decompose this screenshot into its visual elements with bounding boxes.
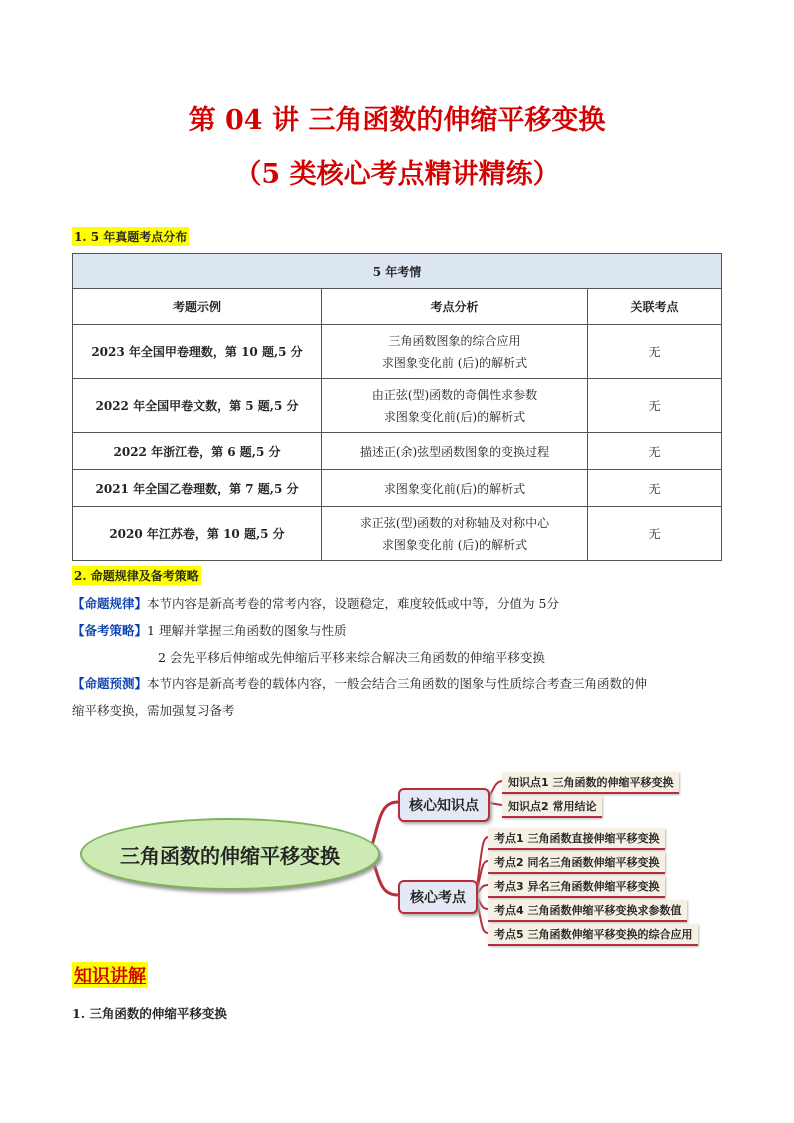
strategy-item-2: 2 会先平移后伸缩或先伸缩后平移来综合解决三角函数的伸缩平移变换: [158, 650, 545, 665]
col-header-analysis: 考点分析: [322, 289, 588, 325]
strategy-label: 【备考策略】: [72, 623, 148, 638]
strategy-paragraph: 【备考策略】1 理解并掌握三角函数的图象与性质: [72, 623, 347, 638]
rule-paragraph: 【命题规律】本节内容是新高考卷的常考内容，设题稳定，难度较低或中等，分值为 5分: [72, 596, 559, 611]
forecast-continued: 缩平移变换，需加强复习备考: [72, 703, 235, 718]
mindmap-leaf: 知识点1 三角函数的伸缩平移变换: [502, 772, 679, 794]
mindmap-branch-exam-points: 核心考点: [398, 880, 478, 914]
knowledge-item-1: 1. 三角函数的伸缩平移变换: [72, 1006, 227, 1021]
table-row: 2022 年全国甲卷文数，第 5 题,5 分 由正弦(型)函数的奇偶性求参数 求图象变化前(后)的解析式 无: [73, 379, 722, 433]
table-row: 2021 年全国乙卷理数，第 7 题,5 分 求图象变化前(后)的解析式 无: [73, 470, 722, 507]
mindmap-leaf: 考点1 三角函数直接伸缩平移变换: [488, 828, 665, 850]
mindmap-leaf: 考点3 异名三角函数伸缩平移变换: [488, 876, 665, 898]
table-row: 2020 年江苏卷，第 10 题,5 分 求正弦(型)函数的对称轴及对称中心 求图象变化前 (后)的解析式 无: [73, 507, 722, 561]
title-line-2: （5 类核心考点精讲精练）: [234, 159, 560, 190]
table-row: 2022 年浙江卷，第 6 题,5 分 描述正(余)弦型函数图象的变换过程 无: [73, 433, 722, 470]
col-header-example: 考题示例: [73, 289, 322, 325]
forecast-paragraph: 【命题预测】本节内容是新高考卷的载体内容，一般会结合三角函数的图象与性质综合考查三角函数的伸: [72, 676, 648, 691]
mindmap-center: 三角函数的伸缩平移变换: [80, 818, 380, 890]
section1-heading: 1. 5 年真题考点分布: [72, 227, 189, 246]
knowledge-heading: 知识讲解: [72, 962, 148, 988]
table-row: 2023 年全国甲卷理数，第 10 题,5 分 三角函数图象的综合应用 求图象变化前 (后)的解析式 无: [73, 325, 722, 379]
forecast-label: 【命题预测】: [72, 676, 148, 691]
title-line-1: 第 04 讲 三角函数的伸缩平移变换: [188, 105, 606, 136]
mindmap-branch-knowledge: 核心知识点: [398, 788, 490, 822]
table-caption: 5 年考情: [73, 254, 722, 289]
mindmap-leaf: 考点4 三角函数伸缩平移变换求参数值: [488, 900, 687, 922]
rule-label: 【命题规律】: [72, 596, 148, 611]
exam-distribution-table: [72, 253, 722, 561]
mindmap-leaf: 考点2 同名三角函数伸缩平移变换: [488, 852, 665, 874]
mindmap-leaf: 考点5 三角函数伸缩平移变换的综合应用: [488, 924, 698, 946]
mindmap-leaf: 知识点2 常用结论: [502, 796, 602, 818]
section2-heading: 2. 命题规律及备考策略: [72, 566, 201, 585]
col-header-related: 关联考点: [588, 289, 722, 325]
